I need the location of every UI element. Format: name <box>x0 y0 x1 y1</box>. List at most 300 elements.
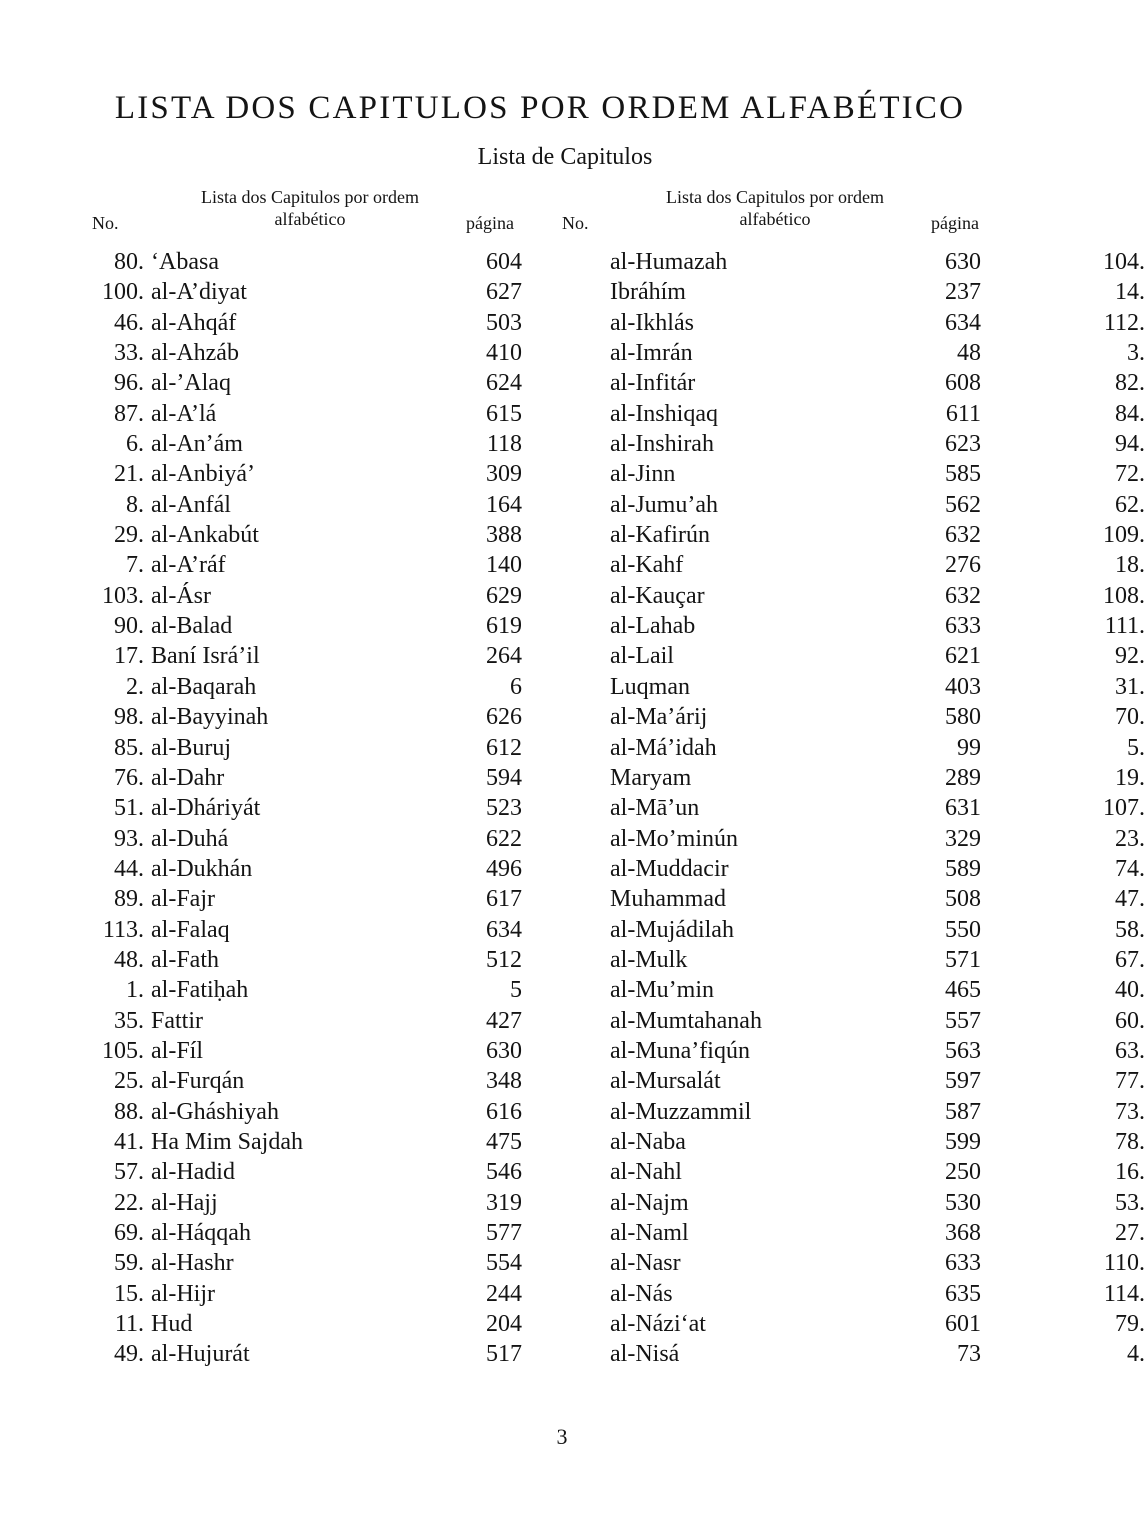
chapter-name: al-Bayyinah <box>151 704 269 731</box>
chapter-number: 107. <box>1103 795 1145 822</box>
header-list-line1: Lista dos Capitulos por ordem <box>201 187 419 207</box>
chapter-number: 41. <box>114 1128 144 1155</box>
chapter-row <box>540 277 1145 307</box>
chapter-name: al-A’diyat <box>151 279 247 306</box>
chapter-row <box>540 945 1145 975</box>
chapter-name: Ha Mim Sajdah <box>151 1128 303 1155</box>
chapter-page: 410 <box>486 340 522 367</box>
chapter-page: 630 <box>945 249 981 275</box>
chapter-page: 634 <box>945 309 981 336</box>
chapter-page: 597 <box>945 1068 981 1095</box>
chapter-number: 29. <box>114 522 144 549</box>
chapter-page: 140 <box>486 552 522 579</box>
chapter-name: Muhammad <box>610 886 726 913</box>
chapter-name: al-Hashr <box>151 1250 234 1277</box>
chapter-page: 475 <box>486 1128 522 1155</box>
chapter-name: al-Mumtahanah <box>610 1007 762 1034</box>
chapter-row <box>540 672 1145 702</box>
chapter-name: al-Názi‘at <box>610 1311 706 1338</box>
chapter-number: 27. <box>1115 1220 1145 1246</box>
chapter-number: 31. <box>1115 673 1145 700</box>
chapter-name: ‘Abasa <box>151 249 219 275</box>
chapter-name: al-Hajj <box>151 1189 218 1216</box>
chapter-number: 89. <box>114 886 144 913</box>
chapter-row <box>0 1097 540 1127</box>
chapter-row <box>0 641 540 671</box>
chapter-name: al-Anfál <box>151 491 231 518</box>
chapter-row <box>540 854 1145 884</box>
chapter-row <box>540 1188 1145 1218</box>
chapter-page: 624 <box>486 370 522 397</box>
chapter-number: 44. <box>114 855 144 882</box>
chapter-row <box>0 854 540 884</box>
chapter-row <box>540 520 1145 550</box>
chapter-page: 608 <box>945 370 981 397</box>
chapter-row <box>0 1157 540 1187</box>
chapter-number: 58. <box>1115 916 1145 943</box>
chapter-row <box>540 338 1145 368</box>
chapter-name: al-Hijr <box>151 1280 215 1307</box>
chapter-page: 601 <box>945 1311 981 1338</box>
chapter-number: 23. <box>1115 825 1145 852</box>
chapter-name: al-Má’idah <box>610 734 717 761</box>
chapter-number: 74. <box>1115 855 1145 882</box>
chapter-page: 329 <box>945 825 981 852</box>
chapter-page: 48 <box>957 340 981 367</box>
chapter-page: 616 <box>486 1098 522 1125</box>
chapter-name: al-Kauçar <box>610 582 705 609</box>
chapter-name: al-Inshiqaq <box>610 400 718 427</box>
page-title: LISTA DOS CAPITULOS POR ORDEM ALFABÉTICO <box>114 90 966 126</box>
chapter-number: 53. <box>1115 1189 1145 1216</box>
chapter-page: 264 <box>486 643 522 670</box>
chapter-number: 35. <box>114 1007 144 1034</box>
chapter-row <box>0 338 540 368</box>
chapter-number: 48. <box>114 946 144 973</box>
chapter-page: 388 <box>486 522 522 549</box>
chapter-row <box>0 1279 540 1309</box>
chapter-name: al-Kahf <box>610 552 684 579</box>
chapter-name: al-Najm <box>610 1189 689 1216</box>
chapter-row <box>0 763 540 793</box>
chapter-name: al-Naba <box>610 1128 686 1155</box>
chapter-name: al-Dháriyát <box>151 795 261 822</box>
chapter-page: 615 <box>486 400 522 427</box>
chapter-page: 599 <box>945 1128 981 1155</box>
chapter-number: 100. <box>102 279 144 306</box>
chapter-row <box>0 399 540 429</box>
chapter-name: al-Baqarah <box>151 673 257 700</box>
chapter-name: al-Lail <box>610 643 674 670</box>
chapter-number: 94. <box>1115 431 1145 458</box>
chapter-number: 90. <box>114 613 144 640</box>
page-number: 3 <box>556 1424 568 1449</box>
chapter-number: 7. <box>126 552 144 579</box>
chapter-page: 523 <box>486 795 522 822</box>
chapter-page: 580 <box>945 704 981 731</box>
chapter-row <box>540 1157 1145 1187</box>
chapter-number: 6. <box>126 431 144 458</box>
chapter-page: 244 <box>486 1280 522 1307</box>
chapter-row <box>540 793 1145 823</box>
chapter-page: 403 <box>945 673 981 700</box>
chapter-name: Luqman <box>610 673 690 700</box>
chapter-number: 84. <box>1115 400 1145 427</box>
chapter-page: 627 <box>486 279 522 306</box>
chapter-number: 69. <box>114 1220 144 1246</box>
chapter-name: al-Anbiyá’ <box>151 461 255 488</box>
chapter-page: 563 <box>945 1037 981 1064</box>
chapter-page: 587 <box>945 1098 981 1125</box>
chapter-number: 49. <box>114 1341 144 1368</box>
chapter-number: 1. <box>126 977 144 1004</box>
chapter-row <box>0 1066 540 1096</box>
header-list-line2: alfabético <box>274 209 346 229</box>
chapter-name: al-Ásr <box>151 582 211 609</box>
chapter-page: 309 <box>486 461 522 488</box>
chapter-row <box>0 277 540 307</box>
chapter-page: 546 <box>486 1159 522 1186</box>
chapter-page: 631 <box>945 795 981 822</box>
chapter-name: Baní Isrá’il <box>151 643 260 670</box>
chapter-name: al-Duhá <box>151 825 229 852</box>
chapter-page: 6 <box>510 673 522 700</box>
chapter-row <box>0 459 540 489</box>
chapter-name: al-Nahl <box>610 1159 682 1186</box>
chapter-page: 632 <box>945 582 981 609</box>
chapter-page: 530 <box>945 1189 981 1216</box>
chapter-name: al-Nisá <box>610 1341 680 1368</box>
chapter-row <box>0 793 540 823</box>
chapter-name: al-Fajr <box>151 886 215 913</box>
chapter-page: 562 <box>945 491 981 518</box>
chapter-page: 619 <box>486 613 522 640</box>
chapter-number: 8. <box>126 491 144 518</box>
chapter-name: al-Hadid <box>151 1159 235 1186</box>
chapter-name: Hud <box>151 1311 193 1338</box>
chapter-page: 164 <box>486 491 522 518</box>
chapter-name: al-Dahr <box>151 764 225 791</box>
chapter-page: 204 <box>486 1311 522 1338</box>
chapter-name: al-Háqqah <box>151 1220 251 1246</box>
chapter-page: 73 <box>957 1341 981 1368</box>
chapter-number: 111. <box>1104 613 1145 640</box>
chapter-page: 5 <box>510 977 522 1004</box>
chapter-page: 633 <box>945 1250 981 1277</box>
chapter-number: 93. <box>114 825 144 852</box>
chapter-row <box>540 1066 1145 1096</box>
chapter-row <box>540 641 1145 671</box>
chapter-name: al-Lahab <box>610 613 696 640</box>
chapter-name: al-Nasr <box>610 1250 681 1277</box>
chapter-page: 632 <box>945 522 981 549</box>
chapter-row <box>0 581 540 611</box>
chapter-number: 46. <box>114 309 144 336</box>
chapter-name: al-Imrán <box>610 340 693 367</box>
chapter-number: 2. <box>126 673 144 700</box>
chapter-name: al-Fatiḥah <box>151 977 249 1004</box>
header-no-left: No. <box>92 213 119 233</box>
chapter-page: 496 <box>486 855 522 882</box>
chapter-number: 76. <box>114 764 144 791</box>
chapter-number: 104. <box>1103 249 1145 275</box>
chapter-row <box>540 1248 1145 1278</box>
chapter-page: 517 <box>486 1341 522 1368</box>
chapter-number: 79. <box>1115 1311 1145 1338</box>
chapter-name: Ibráhím <box>610 279 686 306</box>
chapter-name: al-Kafirún <box>610 522 710 549</box>
chapter-number: 17. <box>114 643 144 670</box>
chapter-name: al-Infitár <box>610 370 696 397</box>
chapter-page: 621 <box>945 643 981 670</box>
chapter-row <box>0 611 540 641</box>
page-subtitle: Lista de Capitulos <box>477 144 653 170</box>
chapter-page: 289 <box>945 764 981 791</box>
chapter-row <box>0 824 540 854</box>
chapter-list-right <box>540 247 1145 1370</box>
chapter-row <box>0 429 540 459</box>
chapter-page: 319 <box>486 1189 522 1216</box>
chapter-row <box>0 247 540 277</box>
chapter-page: 368 <box>945 1220 981 1246</box>
chapter-row <box>540 490 1145 520</box>
chapter-row <box>540 399 1145 429</box>
chapter-number: 40. <box>1115 977 1145 1004</box>
chapter-row <box>540 702 1145 732</box>
chapter-number: 105. <box>102 1037 144 1064</box>
chapter-row <box>540 763 1145 793</box>
chapter-page: 512 <box>486 946 522 973</box>
chapter-page: 118 <box>486 431 522 458</box>
chapter-row <box>540 1036 1145 1066</box>
chapter-number: 98. <box>114 704 144 731</box>
chapter-page: 634 <box>486 916 522 943</box>
chapter-number: 18. <box>1115 552 1145 579</box>
chapter-number: 63. <box>1115 1037 1145 1064</box>
chapter-name: al-Ikhlás <box>610 309 694 336</box>
chapter-row <box>0 520 540 550</box>
chapter-row <box>0 1248 540 1278</box>
chapter-number: 109. <box>1103 522 1145 549</box>
chapter-page: 633 <box>945 613 981 640</box>
chapter-number: 73. <box>1115 1098 1145 1125</box>
header-no-right: No. <box>562 213 589 233</box>
chapter-number: 77. <box>1115 1068 1145 1095</box>
chapter-number: 113. <box>102 916 144 943</box>
chapter-row <box>540 1006 1145 1036</box>
chapter-row <box>540 550 1145 580</box>
chapter-page: 589 <box>945 855 981 882</box>
chapter-row <box>0 945 540 975</box>
chapter-page: 630 <box>486 1037 522 1064</box>
chapter-number: 16. <box>1115 1159 1145 1186</box>
chapter-page: 629 <box>486 582 522 609</box>
chapter-row <box>0 672 540 702</box>
chapter-number: 22. <box>114 1189 144 1216</box>
chapter-number: 108. <box>1103 582 1145 609</box>
chapter-name: al-Ahzáb <box>151 340 239 367</box>
chapter-number: 110. <box>1103 1250 1145 1277</box>
chapter-name: al-Ahqáf <box>151 309 237 336</box>
chapter-page: 465 <box>945 977 981 1004</box>
chapter-page: 594 <box>486 764 522 791</box>
header-list-right <box>610 186 940 230</box>
chapter-row <box>0 884 540 914</box>
chapter-number: 57. <box>114 1159 144 1186</box>
chapter-name: al-Ankabút <box>151 522 259 549</box>
chapter-row <box>0 1006 540 1036</box>
chapter-page: 604 <box>486 249 522 275</box>
chapter-page: 550 <box>945 916 981 943</box>
chapter-page: 617 <box>486 886 522 913</box>
chapter-number: 33. <box>114 340 144 367</box>
chapter-row <box>0 368 540 398</box>
chapter-name: al-Buruj <box>151 734 231 761</box>
chapter-number: 87. <box>114 400 144 427</box>
chapter-page: 626 <box>486 704 522 731</box>
chapter-number: 14. <box>1115 279 1145 306</box>
chapter-row <box>540 824 1145 854</box>
chapter-name: Fattir <box>151 1007 203 1034</box>
header-list-left <box>145 186 475 230</box>
chapter-number: 3. <box>1127 340 1145 367</box>
chapter-row <box>540 1339 1145 1369</box>
header-page-left: página <box>466 213 514 233</box>
chapter-number: 82. <box>1115 370 1145 397</box>
chapter-row <box>0 1036 540 1066</box>
chapter-name: al-Muna’fiqún <box>610 1037 750 1064</box>
chapter-row <box>540 581 1145 611</box>
chapter-page: 557 <box>945 1007 981 1034</box>
chapter-row <box>0 490 540 520</box>
chapter-name: al-Nás <box>610 1280 673 1307</box>
chapter-name: al-Falaq <box>151 916 230 943</box>
chapter-row <box>0 1188 540 1218</box>
chapter-number: 96. <box>114 370 144 397</box>
chapter-number: 112. <box>1103 309 1145 336</box>
chapter-name: al-Humazah <box>610 249 728 275</box>
chapter-name: al-Furqán <box>151 1068 245 1095</box>
chapter-row <box>540 733 1145 763</box>
chapter-row <box>540 1127 1145 1157</box>
chapter-number: 88. <box>114 1098 144 1125</box>
chapter-page: 250 <box>945 1159 981 1186</box>
chapter-page: 237 <box>945 279 981 306</box>
chapter-number: 21. <box>114 461 144 488</box>
chapter-page: 635 <box>945 1280 981 1307</box>
chapter-row <box>540 884 1145 914</box>
chapter-number: 4. <box>1127 1341 1145 1368</box>
chapter-number: 19. <box>1115 764 1145 791</box>
chapter-page: 612 <box>486 734 522 761</box>
chapter-name: al-Muddacir <box>610 855 729 882</box>
chapter-page: 276 <box>945 552 981 579</box>
chapter-name: al-Fíl <box>151 1037 203 1064</box>
chapter-row <box>540 1097 1145 1127</box>
chapter-page: 503 <box>486 309 522 336</box>
chapter-number: 80. <box>114 249 144 275</box>
chapter-name: al-Gháshiyah <box>151 1098 279 1125</box>
chapter-name: al-Mursalát <box>610 1068 721 1095</box>
chapter-row <box>540 611 1145 641</box>
chapter-name: al-Mujádilah <box>610 916 734 943</box>
chapter-number: 103. <box>102 582 144 609</box>
chapter-page: 611 <box>945 400 981 427</box>
chapter-name: al-Ma’árij <box>610 704 708 731</box>
chapter-page: 427 <box>486 1007 522 1034</box>
chapter-page: 508 <box>945 886 981 913</box>
chapter-number: 72. <box>1115 461 1145 488</box>
chapter-number: 62. <box>1115 491 1145 518</box>
chapter-row <box>540 1218 1145 1248</box>
chapter-name: al-Fath <box>151 946 219 973</box>
chapter-name: Maryam <box>610 764 692 791</box>
chapter-number: 60. <box>1115 1007 1145 1034</box>
chapter-row <box>540 975 1145 1005</box>
chapter-row <box>540 1309 1145 1339</box>
chapter-row <box>0 702 540 732</box>
chapter-number: 25. <box>114 1068 144 1095</box>
header-list-line2: alfabético <box>739 209 811 229</box>
chapter-name: al-’Alaq <box>151 370 231 397</box>
chapter-number: 15. <box>114 1280 144 1307</box>
chapter-name: al-A’ráf <box>151 552 226 579</box>
chapter-page: 554 <box>486 1250 522 1277</box>
header-list-line1: Lista dos Capitulos por ordem <box>666 187 884 207</box>
chapter-number: 51. <box>114 795 144 822</box>
chapter-name: al-Hujurát <box>151 1341 250 1368</box>
chapter-name: al-Jumu’ah <box>610 491 718 518</box>
chapter-page: 622 <box>486 825 522 852</box>
chapter-row <box>540 459 1145 489</box>
chapter-name: al-An’ám <box>151 431 243 458</box>
chapter-row <box>540 368 1145 398</box>
chapter-row <box>0 550 540 580</box>
chapter-row <box>540 247 1145 277</box>
chapter-row <box>540 308 1145 338</box>
chapter-name: al-Muzzammil <box>610 1098 752 1125</box>
chapter-row <box>0 308 540 338</box>
chapter-list-left <box>0 247 540 1370</box>
chapter-row <box>0 733 540 763</box>
chapter-number: 85. <box>114 734 144 761</box>
chapter-number: 70. <box>1115 704 1145 731</box>
chapter-name: al-Inshirah <box>610 431 714 458</box>
chapter-name: al-Mulk <box>610 946 688 973</box>
chapter-row <box>540 429 1145 459</box>
chapter-page: 571 <box>945 946 981 973</box>
chapter-row <box>0 1309 540 1339</box>
chapter-row <box>0 915 540 945</box>
chapter-row <box>0 1218 540 1248</box>
chapter-row <box>0 1339 540 1369</box>
chapter-row <box>0 1127 540 1157</box>
chapter-name: al-Balad <box>151 613 233 640</box>
chapter-page: 348 <box>486 1068 522 1095</box>
chapter-page: 623 <box>945 431 981 458</box>
chapter-name: al-A’lá <box>151 400 217 427</box>
chapter-number: 47. <box>1115 886 1145 913</box>
chapter-name: al-Mu’min <box>610 977 714 1004</box>
chapter-number: 67. <box>1115 946 1145 973</box>
chapter-name: al-Jinn <box>610 461 676 488</box>
header-page-right: página <box>931 213 979 233</box>
chapter-number: 78. <box>1115 1128 1145 1155</box>
chapter-name: al-Dukhán <box>151 855 253 882</box>
chapter-number: 114. <box>1103 1280 1145 1307</box>
chapter-row <box>540 915 1145 945</box>
chapter-number: 92. <box>1115 643 1145 670</box>
